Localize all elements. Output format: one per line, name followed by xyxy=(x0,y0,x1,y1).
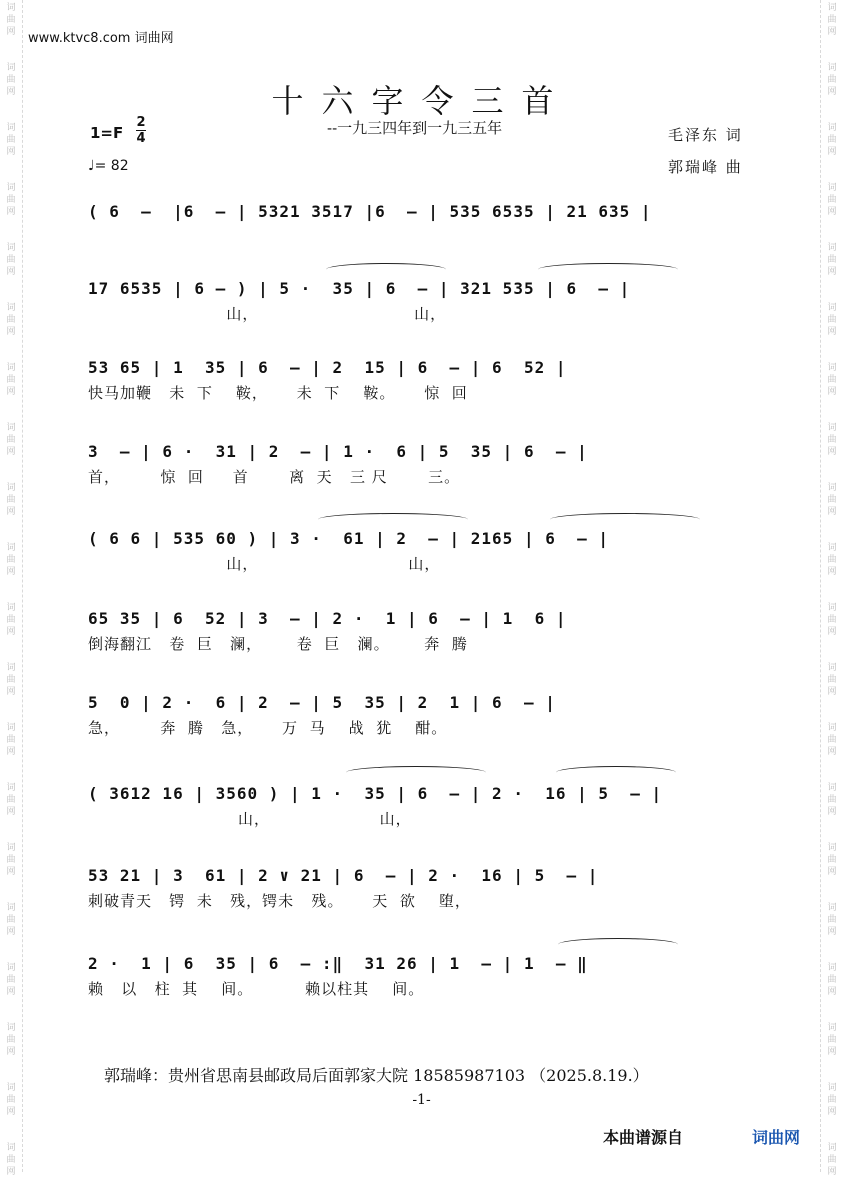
watermark-text: 词 曲 网 xyxy=(827,123,837,157)
watermark-text: 词 曲 网 xyxy=(6,963,16,997)
notation: 17 6535 | 6 – ) | 5 · 35 | 6 – | 321 535 | 6 – | xyxy=(88,279,631,298)
lyrics: 倒海翻江 卷 巨 澜， 卷 巨 澜。 奔 腾 xyxy=(88,635,468,653)
watermark-text: 词 曲 网 xyxy=(827,783,837,817)
lyrics: 山， 山， xyxy=(88,555,441,573)
watermark-text: 词 曲 网 xyxy=(827,183,837,217)
watermark-text: 词 曲 网 xyxy=(827,1023,837,1057)
key-signature: 1=F xyxy=(90,124,124,142)
slur xyxy=(326,263,446,276)
watermark-text: 词 曲 网 xyxy=(6,123,16,157)
lyrics: 刺破青天 锷 未 残，锷未 残。 天 欲 堕， xyxy=(88,892,471,910)
watermark-text: 词 曲 网 xyxy=(6,303,16,337)
song-subtitle: --一九三四年到一九三五年 xyxy=(327,119,503,137)
watermark-text: 词 曲 网 xyxy=(6,363,16,397)
watermark-text: 词 曲 网 xyxy=(827,1143,837,1177)
source-brand-link[interactable]: 词曲网 xyxy=(752,1128,801,1147)
watermark-text: 词 曲 网 xyxy=(6,843,16,877)
slur xyxy=(558,938,678,951)
watermark-text: 词 曲 网 xyxy=(827,423,837,457)
watermark-text: 词 曲 网 xyxy=(6,3,16,37)
composer-credit: 郭瑞峰 曲 xyxy=(668,158,743,176)
watermark-text: 词 曲 网 xyxy=(6,243,16,277)
slur xyxy=(318,513,468,526)
notation: 65 35 | 6 52 | 3 – | 2 · 1 | 6 – | 1 6 | xyxy=(88,609,567,628)
watermark-text: 词 曲 网 xyxy=(827,723,837,757)
watermark-text: 词 曲 网 xyxy=(827,303,837,337)
watermark-text: 词 曲 网 xyxy=(6,603,16,637)
time-signature-bottom: 4 xyxy=(136,131,146,146)
watermark-text: 词 曲 网 xyxy=(827,243,837,277)
watermark-text: 词 曲 网 xyxy=(827,843,837,877)
watermark-text: 词 曲 网 xyxy=(827,903,837,937)
left-watermark-strip xyxy=(0,0,23,1177)
notation: ( 6 6 | 535 60 ) | 3 · 61 | 2 – | 2165 | 6 – | xyxy=(88,529,610,548)
source-label: 本曲谱源自 xyxy=(603,1128,684,1147)
site-header: www.ktvc8.com 词曲网 xyxy=(28,31,174,46)
notation: 5 0 | 2 · 6 | 2 – | 5 35 | 2 1 | 6 – | xyxy=(88,693,556,712)
watermark-text: 词 曲 网 xyxy=(827,963,837,997)
watermark-text: 词 曲 网 xyxy=(6,483,16,517)
watermark-text: 词 曲 网 xyxy=(6,1143,16,1177)
time-signature-top: 2 xyxy=(136,115,146,130)
notation: 53 65 | 1 35 | 6 – | 2 15 | 6 – | 6 52 | xyxy=(88,358,567,377)
lyricist-credit: 毛泽东 词 xyxy=(668,126,743,144)
watermark-text: 词 曲 网 xyxy=(6,423,16,457)
watermark-text: 词 曲 网 xyxy=(6,783,16,817)
watermark-text: 词 曲 网 xyxy=(827,603,837,637)
lyrics: 山， 山， xyxy=(88,305,447,323)
watermark-text: 词 曲 网 xyxy=(827,3,837,37)
watermark-text: 词 曲 网 xyxy=(6,663,16,697)
watermark-text: 词 曲 网 xyxy=(6,1023,16,1057)
watermark-text: 词 曲 网 xyxy=(6,63,16,97)
notation: 2 · 1 | 6 35 | 6 – :‖ 31 26 | 1 – | 1 – ‖ xyxy=(88,954,588,973)
slur xyxy=(556,766,676,779)
watermark-text: 词 曲 网 xyxy=(6,1083,16,1117)
song-title: 十六字令三首 xyxy=(271,82,572,120)
slur xyxy=(550,513,700,526)
tempo-marking: ♩= 82 xyxy=(88,158,129,174)
watermark-text: 词 曲 网 xyxy=(827,1083,837,1117)
time-signature xyxy=(136,116,146,145)
lyrics: 快马加鞭 未 下 鞍， 未 下 鞍。 惊 回 xyxy=(88,384,468,402)
watermark-text: 词 曲 网 xyxy=(827,663,837,697)
watermark-text: 词 曲 网 xyxy=(6,723,16,757)
watermark-text: 词 曲 网 xyxy=(6,543,16,577)
watermark-text: 词 曲 网 xyxy=(827,63,837,97)
watermark-text: 词 曲 网 xyxy=(827,483,837,517)
watermark-text: 词 曲 网 xyxy=(6,183,16,217)
notation: ( 3612 16 | 3560 ) | 1 · 35 | 6 – | 2 · 16 | 5 – | xyxy=(88,784,663,803)
lyrics: 首， 惊 回 首 离 天 三 尺 三。 xyxy=(88,468,461,486)
lyrics: 急， 奔 腾 急， 万 马 战 犹 酣。 xyxy=(88,719,448,737)
notation: 3 – | 6 · 31 | 2 – | 1 · 6 | 5 35 | 6 – | xyxy=(88,442,588,461)
slur xyxy=(346,766,486,779)
page-number: -1- xyxy=(412,1092,431,1108)
watermark-text: 词 曲 网 xyxy=(827,543,837,577)
notation: ( 6 – |6 – | 5321 3517 |6 – | 535 6535 | 21 635 | xyxy=(88,202,652,221)
lyrics: 山， 山， xyxy=(88,810,412,828)
slur xyxy=(538,263,678,276)
watermark-text: 词 曲 网 xyxy=(6,903,16,937)
right-watermark-strip xyxy=(820,0,843,1177)
lyrics: 赖 以 柱 其 间。 赖以柱其 间。 xyxy=(88,980,425,998)
watermark-text: 词 曲 网 xyxy=(827,363,837,397)
composer-contact: 郭瑞峰：贵州省思南县邮政局后面郭家大院 18585987103 （2025.8.19.） xyxy=(104,1066,649,1085)
notation: 53 21 | 3 61 | 2 ∨ 21 | 6 – | 2 · 16 | 5 – | xyxy=(88,866,599,885)
